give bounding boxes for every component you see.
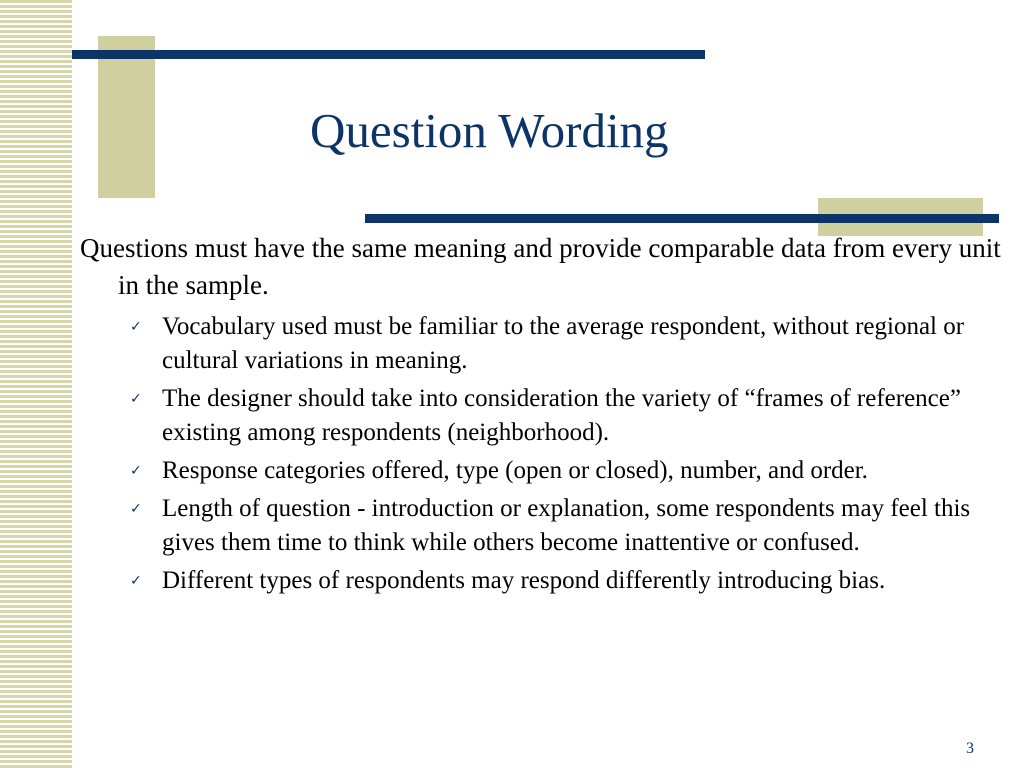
page-number: 3: [966, 740, 974, 757]
slide-title: Question Wording: [310, 103, 669, 158]
bullet-text: The designer should take into consideration the variety of “frames of reference” existing among respondents (neighborhood).: [162, 385, 961, 446]
main-point: Questions must have the same meaning and provide comparable data from every unit in the sample.: [80, 233, 1001, 300]
bullet-item: [80, 454, 1010, 488]
check-icon: ✓: [130, 463, 142, 479]
decorative-block-top: [98, 36, 155, 198]
bullet-item: [80, 310, 1010, 378]
bullet-text: Response categories offered, type (open or closed), number, and order.: [162, 457, 868, 484]
bullet-item: [80, 382, 1010, 450]
check-icon: ✓: [130, 391, 142, 407]
check-icon: ✓: [130, 573, 142, 589]
check-icon: ✓: [130, 319, 142, 335]
bullet-item: [80, 492, 1010, 560]
decorative-bar-bottom: [365, 214, 999, 223]
decorative-bar-top: [72, 50, 705, 59]
bullet-item: [80, 564, 1010, 598]
check-icon: ✓: [130, 501, 142, 517]
bullet-text: Length of question - introduction or explanation, some respondents may feel this gives them time to think while others become inattentive or confused.: [162, 495, 971, 556]
bullet-text: Vocabulary used must be familiar to the average respondent, without regional or cultural variations in meaning.: [162, 313, 965, 374]
bullet-text: Different types of respondents may respond differently introducing bias.: [162, 567, 886, 594]
slide-content: [80, 230, 1010, 602]
decorative-stripes: [0, 0, 72, 768]
bullet-list: [80, 310, 1010, 598]
